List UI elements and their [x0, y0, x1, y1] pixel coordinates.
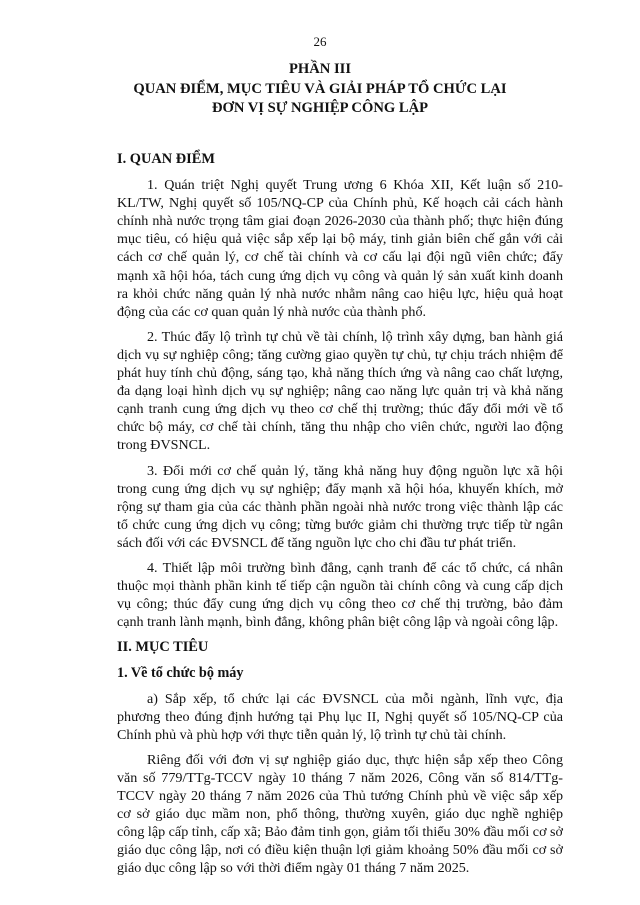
- paragraph-giao-duc: Riêng đối với đơn vị sự nghiệp giáo dục, thực hiện sắp xếp theo Công văn số 779/TTg-TCCV ngày 10 tháng 7 năm 2026, Công văn số 814/TTg-TCCV ngày 20 tháng 7 năm 2026 của Thủ tướng Chính phủ về việc sắp xếp cơ sở giáo dục mầm non, phổ thông, thường xuyên, giáo dục nghề nghiệp công lập cấp tỉnh, cấp xã; Bảo đảm tinh gọn, giảm tối thiểu 30% đầu mối cơ sở giáo dục công lập, nơi có điều kiện thuận lợi giảm khoảng 50% đầu mối cơ sở giáo dục công lập so với thời điểm ngày 01 tháng 7 năm 2025.: [117, 751, 563, 877]
- subsection-title-to-chuc-bo-may: 1. Về tổ chức bộ máy: [117, 665, 244, 682]
- title-line-1: QUAN ĐIỂM, MỤC TIÊU VÀ GIẢI PHÁP TỔ CHỨC LẠI: [133, 80, 507, 97]
- part-label: PHẦN III: [288, 61, 352, 77]
- title-line-2: ĐƠN VỊ SỰ NGHIỆP CÔNG LẬP: [211, 100, 429, 116]
- page-number: 26: [313, 34, 327, 49]
- paragraph-1: 1. Quán triệt Nghị quyết Trung ương 6 Khóa XII, Kết luận số 210-KL/TW, Nghị quyết số 105/NQ-CP của Chính phủ, Kế hoạch cải cách hành chính nhà nước trọng tâm giai đoạn 2026-2030 của thành phố; thực hiện đúng mục tiêu, có hiệu quả việc sắp xếp lại bộ máy, tinh giản biên chế gắn với cải cách cơ chế quản lý, cơ chế tài chính và cơ cấu lại đội ngũ viên chức; đẩy mạnh xã hội hóa, tách cung ứng dịch vụ công và quản lý sản xuất kinh doanh ra khỏi chức năng quản lý nhà nước nhằm nâng cao hiệu lực, hiệu quả hoạt động của các cơ quan quản lý nhà nước của thành phố.: [117, 177, 563, 320]
- section-title-quan-diem: I. QUAN ĐIỂM: [117, 151, 215, 167]
- part-heading: [0, 60, 640, 119]
- paragraph-2: 2. Thúc đẩy lộ trình tự chủ về tài chính, lộ trình xây dựng, ban hành giá dịch vụ sự nghiệp công; tăng cường giao quyền tự chủ, tự chịu trách nhiệm để phát huy tính chủ động, sáng tạo, khả năng thích ứng và nâng cao chất lượng, đa dạng loại hình dịch vụ sự nghiệp; nâng cao năng lực quản trị và khả năng cạnh tranh cung ứng dịch vụ theo cơ chế thị trường; thúc đẩy đổi mới về tổ chức bộ máy, cơ chế tài chính, tăng thu nhập cho viên chức, người lao động trong ĐVSNCL.: [117, 328, 563, 454]
- paragraph-3: 3. Đổi mới cơ chế quản lý, tăng khả năng huy động nguồn lực xã hội trong cung ứng dịch vụ sự nghiệp; đẩy mạnh xã hội hóa, khuyến khích, mở rộng sự tham gia của các thành phần ngoài nhà nước trong việc thành lập các tổ chức cung ứng dịch vụ công; từng bước giảm chi thường trực tiếp từ ngân sách đối với các ĐVSNCL để tăng nguồn lực cho chi đầu tư phát triển.: [117, 462, 563, 551]
- section-title-muc-tieu: II. MỤC TIÊU: [117, 639, 209, 656]
- paragraph-a: a) Sắp xếp, tổ chức lại các ĐVSNCL của mỗi ngành, lĩnh vực, địa phương theo đúng định hướng tại Phụ lục II, Nghị quyết số 105/NQ-CP của Chính phủ và phù hợp với thực tiễn quản lý, lộ trình tự chủ tài chính.: [117, 690, 563, 743]
- document-body: [117, 150, 563, 884]
- paragraph-4: 4. Thiết lập môi trường bình đẳng, cạnh tranh để các tổ chức, cá nhân thuộc mọi thành phần kinh tế tiếp cận nguồn tài chính công và cung cấp dịch vụ công; thúc đẩy cung ứng dịch vụ công theo cơ chế thị trường, bảo đảm cạnh tranh lành mạnh, bình đẳng, không phân biệt công lập và ngoài công lập.: [117, 559, 563, 631]
